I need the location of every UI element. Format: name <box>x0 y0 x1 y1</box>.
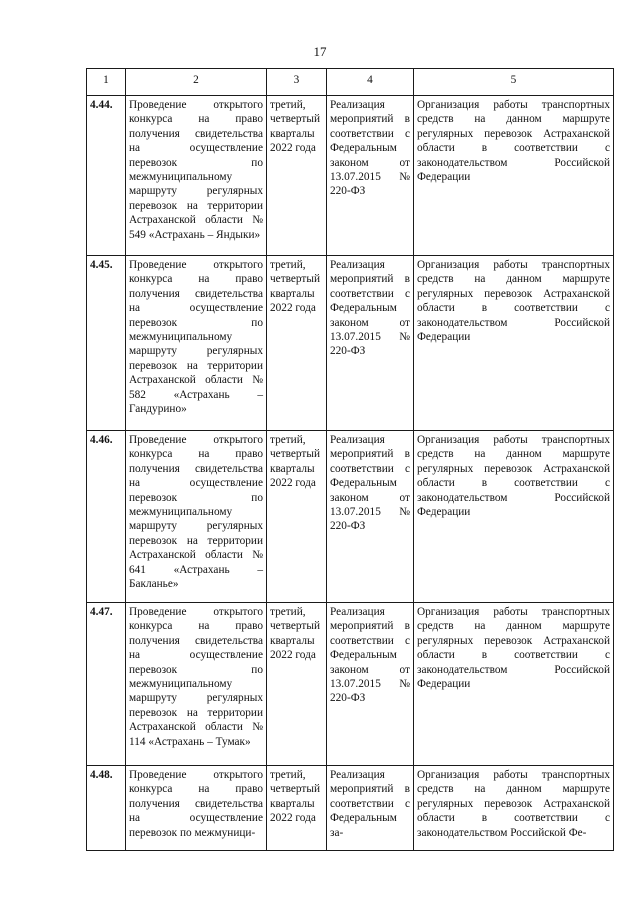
result-cell: Организация работы транспортных средств на данном маршруте регулярных перевозок Астраханской области в соответствии с законодательством Российской Федерации <box>414 96 614 256</box>
table-row <box>87 603 614 766</box>
table-row <box>87 256 614 431</box>
basis-cell: Реализация мероприятий в соответствии с Федеральным законом от 13.07.2015 № 220-ФЗ <box>327 603 414 766</box>
event-cell: Проведение открытого конкурса на право получения свидетельства на осуществление перевозок по межмуниципальному маршруту регулярных перевозок на территории Астраханской области № 582 «Астрахань – Гандурино» <box>126 256 267 431</box>
basis-cell: Реализация мероприятий в соответствии с Федеральным законом от 13.07.2015 № 220-ФЗ <box>327 431 414 603</box>
event-cell: Проведение открытого конкурса на право получения свидетельства на осуществление перевозок по межмуниципальному маршруту регулярных перевозок на территории Астраханской области № 114 «Астрахань – Тумак» <box>126 603 267 766</box>
row-number: 4.47. <box>87 603 126 766</box>
deadline-cell: третий, четвертый кварталы 2022 года <box>267 766 327 851</box>
table-header-row <box>87 69 614 96</box>
row-number: 4.44. <box>87 96 126 256</box>
result-cell: Организация работы транспортных средств на данном маршруте регулярных перевозок Астраханской области в соответствии с законодательством Российской Федерации <box>414 256 614 431</box>
table-row <box>87 766 614 851</box>
result-cell: Организация работы транспортных средств на данном маршруте регулярных перевозок Астраханской области в соответствии с законодательством Российской Фе- <box>414 766 614 851</box>
result-cell: Организация работы транспортных средств на данном маршруте регулярных перевозок Астраханской области в соответствии с законодательством Российской Федерации <box>414 431 614 603</box>
row-number: 4.45. <box>87 256 126 431</box>
basis-cell: Реализация мероприятий в соответствии с Федеральным законом от 13.07.2015 № 220-ФЗ <box>327 256 414 431</box>
deadline-cell: третий, четвертый кварталы 2022 года <box>267 96 327 256</box>
deadline-cell: третий, четвертый кварталы 2022 года <box>267 603 327 766</box>
row-number: 4.48. <box>87 766 126 851</box>
deadline-cell: третий, четвертый кварталы 2022 года <box>267 256 327 431</box>
column-header-4: 4 <box>327 69 414 96</box>
deadline-cell: третий, четвертый кварталы 2022 года <box>267 431 327 603</box>
page-number: 17 <box>313 44 327 59</box>
table-row <box>87 431 614 603</box>
event-cell: Проведение открытого конкурса на право получения свидетельства на осуществление перевозок по межмуниципальному маршруту регулярных перевозок на территории Астраханской области № 641 «Астрахань – Бакланье» <box>126 431 267 603</box>
basis-cell: Реализация мероприятий в соответствии с Федеральным законом от 13.07.2015 № 220-ФЗ <box>327 96 414 256</box>
event-cell: Проведение открытого конкурса на право получения свидетельства на осуществление перевозок по межмуниципальному маршруту регулярных перевозок на территории Астраханской области № 549 «Астрахань – Яндыки» <box>126 96 267 256</box>
plan-table <box>86 68 614 851</box>
column-header-3: 3 <box>267 69 327 96</box>
basis-cell: Реализация мероприятий в соответствии с Федеральным за- <box>327 766 414 851</box>
column-header-5: 5 <box>414 69 614 96</box>
result-cell: Организация работы транспортных средств на данном маршруте регулярных перевозок Астраханской области в соответствии с законодательством Российской Федерации <box>414 603 614 766</box>
column-header-1: 1 <box>87 69 126 96</box>
row-number: 4.46. <box>87 431 126 603</box>
event-cell: Проведение открытого конкурса на право получения свидетельства на осуществление перевозок по межмуници- <box>126 766 267 851</box>
table-row <box>87 96 614 256</box>
column-header-2: 2 <box>126 69 267 96</box>
